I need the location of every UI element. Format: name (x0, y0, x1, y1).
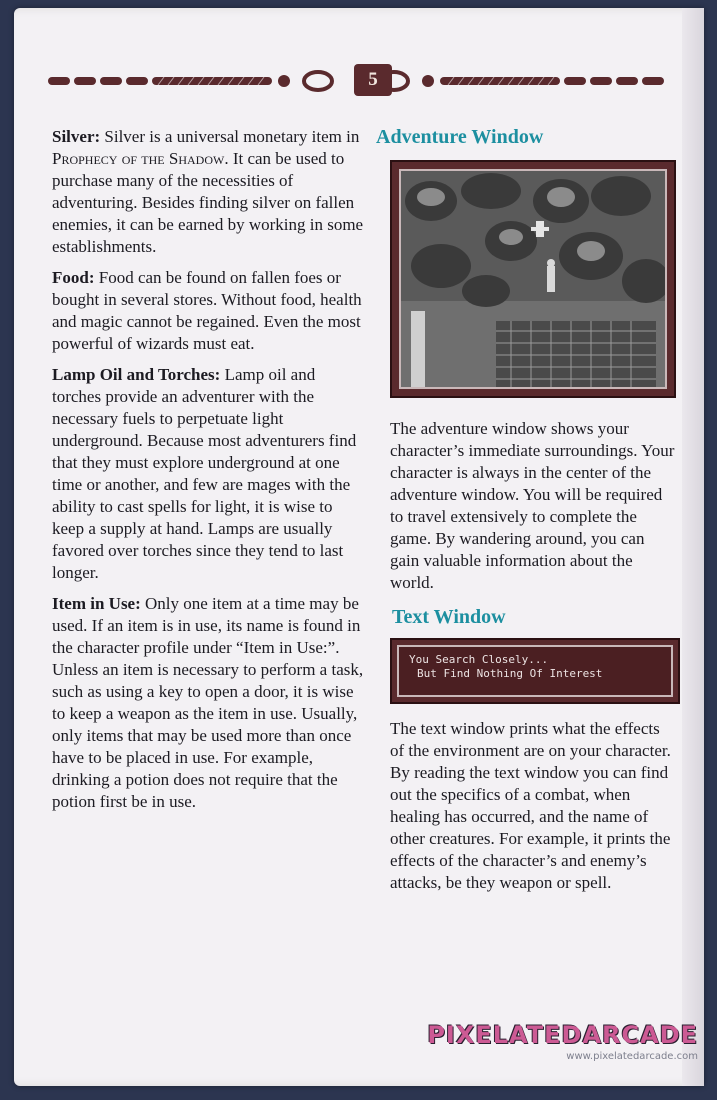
adventure-window-description: The adventure window shows your character’s immediate surroundings. Your character is always in the center of the adventure window. You will be required to travel extensively to complete the game. By wandering around, you can gain valuable information about the world. (390, 419, 675, 592)
game-screen (399, 169, 667, 389)
food-term: Food: (52, 268, 95, 287)
adventure-window-heading: Adventure Window (376, 126, 544, 148)
lamp-oil-term: Lamp Oil and Torches: (52, 365, 221, 384)
text-window-screen (397, 645, 673, 697)
item-in-use-text: Only one item at a time may be used. If an item is in use, its name is found in the character profile under “Item in Use:”. Unless an item is necessary to perform a task, such as using a key to open a door, it is wise to keep a weapon as the item in use. Usually, only items that may be used more than once have to be placed in use. For example, drinking a potion does not require that the potion first be in use. (52, 594, 364, 811)
silver-text-end: . It can be used to purchase many of the necessities of adventuring. Besides finding silver on fallen enemies, it can be earned by working in some establishments. (52, 149, 364, 256)
page-number: 5 (354, 64, 392, 96)
ornament-dash (564, 77, 586, 85)
text-window-line-2: But Find Nothing Of Interest (417, 667, 603, 680)
ornament-rope-left (152, 77, 272, 85)
ornament-ring-left (304, 72, 332, 90)
food-paragraph (52, 267, 364, 355)
game-title: Prophecy of the Shadow (52, 149, 225, 168)
page-edge (682, 8, 704, 1086)
item-in-use-term: Item in Use: (52, 594, 141, 613)
watermark-logo: PIXELATEDARCADE (427, 1021, 698, 1049)
silver-text: Silver is a universal monetary item in (100, 127, 360, 146)
silver-paragraph (52, 126, 364, 258)
silver-term: Silver: (52, 127, 101, 146)
text-window-heading: Text Window (392, 606, 506, 628)
game-scene-image (401, 171, 667, 389)
ornament-knot-right (422, 75, 434, 87)
ornament-dash (590, 77, 612, 85)
ornament-knot-left (278, 75, 290, 87)
text-window-screenshot (390, 638, 680, 704)
manual-page (14, 8, 704, 1086)
ornament-dash (616, 77, 638, 85)
adventure-window-screenshot (390, 160, 676, 398)
lamp-oil-text: Lamp oil and torches provide an adventurer with the necessary fuels to perpetuate light underground. Because most adventurers find that they must explore underground at one time or another, and few are mages with the ability to cast spells for light, it is wise to keep a supply at hand. Lamps are usually favored over torches since they tend to last longer. (52, 365, 357, 582)
item-in-use-paragraph (52, 593, 364, 813)
right-column (376, 126, 676, 892)
food-text: Food can be found on fallen foes or bought in several stores. Without food, health and magic cannot be regained. Even the most powerful of wizards must eat. (52, 268, 362, 353)
ornament-rope-right (440, 77, 560, 85)
watermark-url: www.pixelatedarcade.com (566, 1051, 698, 1062)
text-window-description: The text window prints what the effects of the environment are on your character. By reading the text window you can find out the specifics of a combat, when healing has occurred, and the name of other creatures. For example, it prints the effects of the character’s and enemy’s attacks, be they weapon or spell. (390, 719, 671, 892)
ornament-dash (74, 77, 96, 85)
ornament-dash (126, 77, 148, 85)
ornament-dash (48, 77, 70, 85)
left-column (52, 126, 364, 822)
ornament-dash (100, 77, 122, 85)
ornament-dash (642, 77, 664, 85)
text-window-line-1: You Search Closely... (409, 653, 549, 666)
lamp-oil-paragraph (52, 364, 364, 584)
watermark (427, 1021, 698, 1062)
